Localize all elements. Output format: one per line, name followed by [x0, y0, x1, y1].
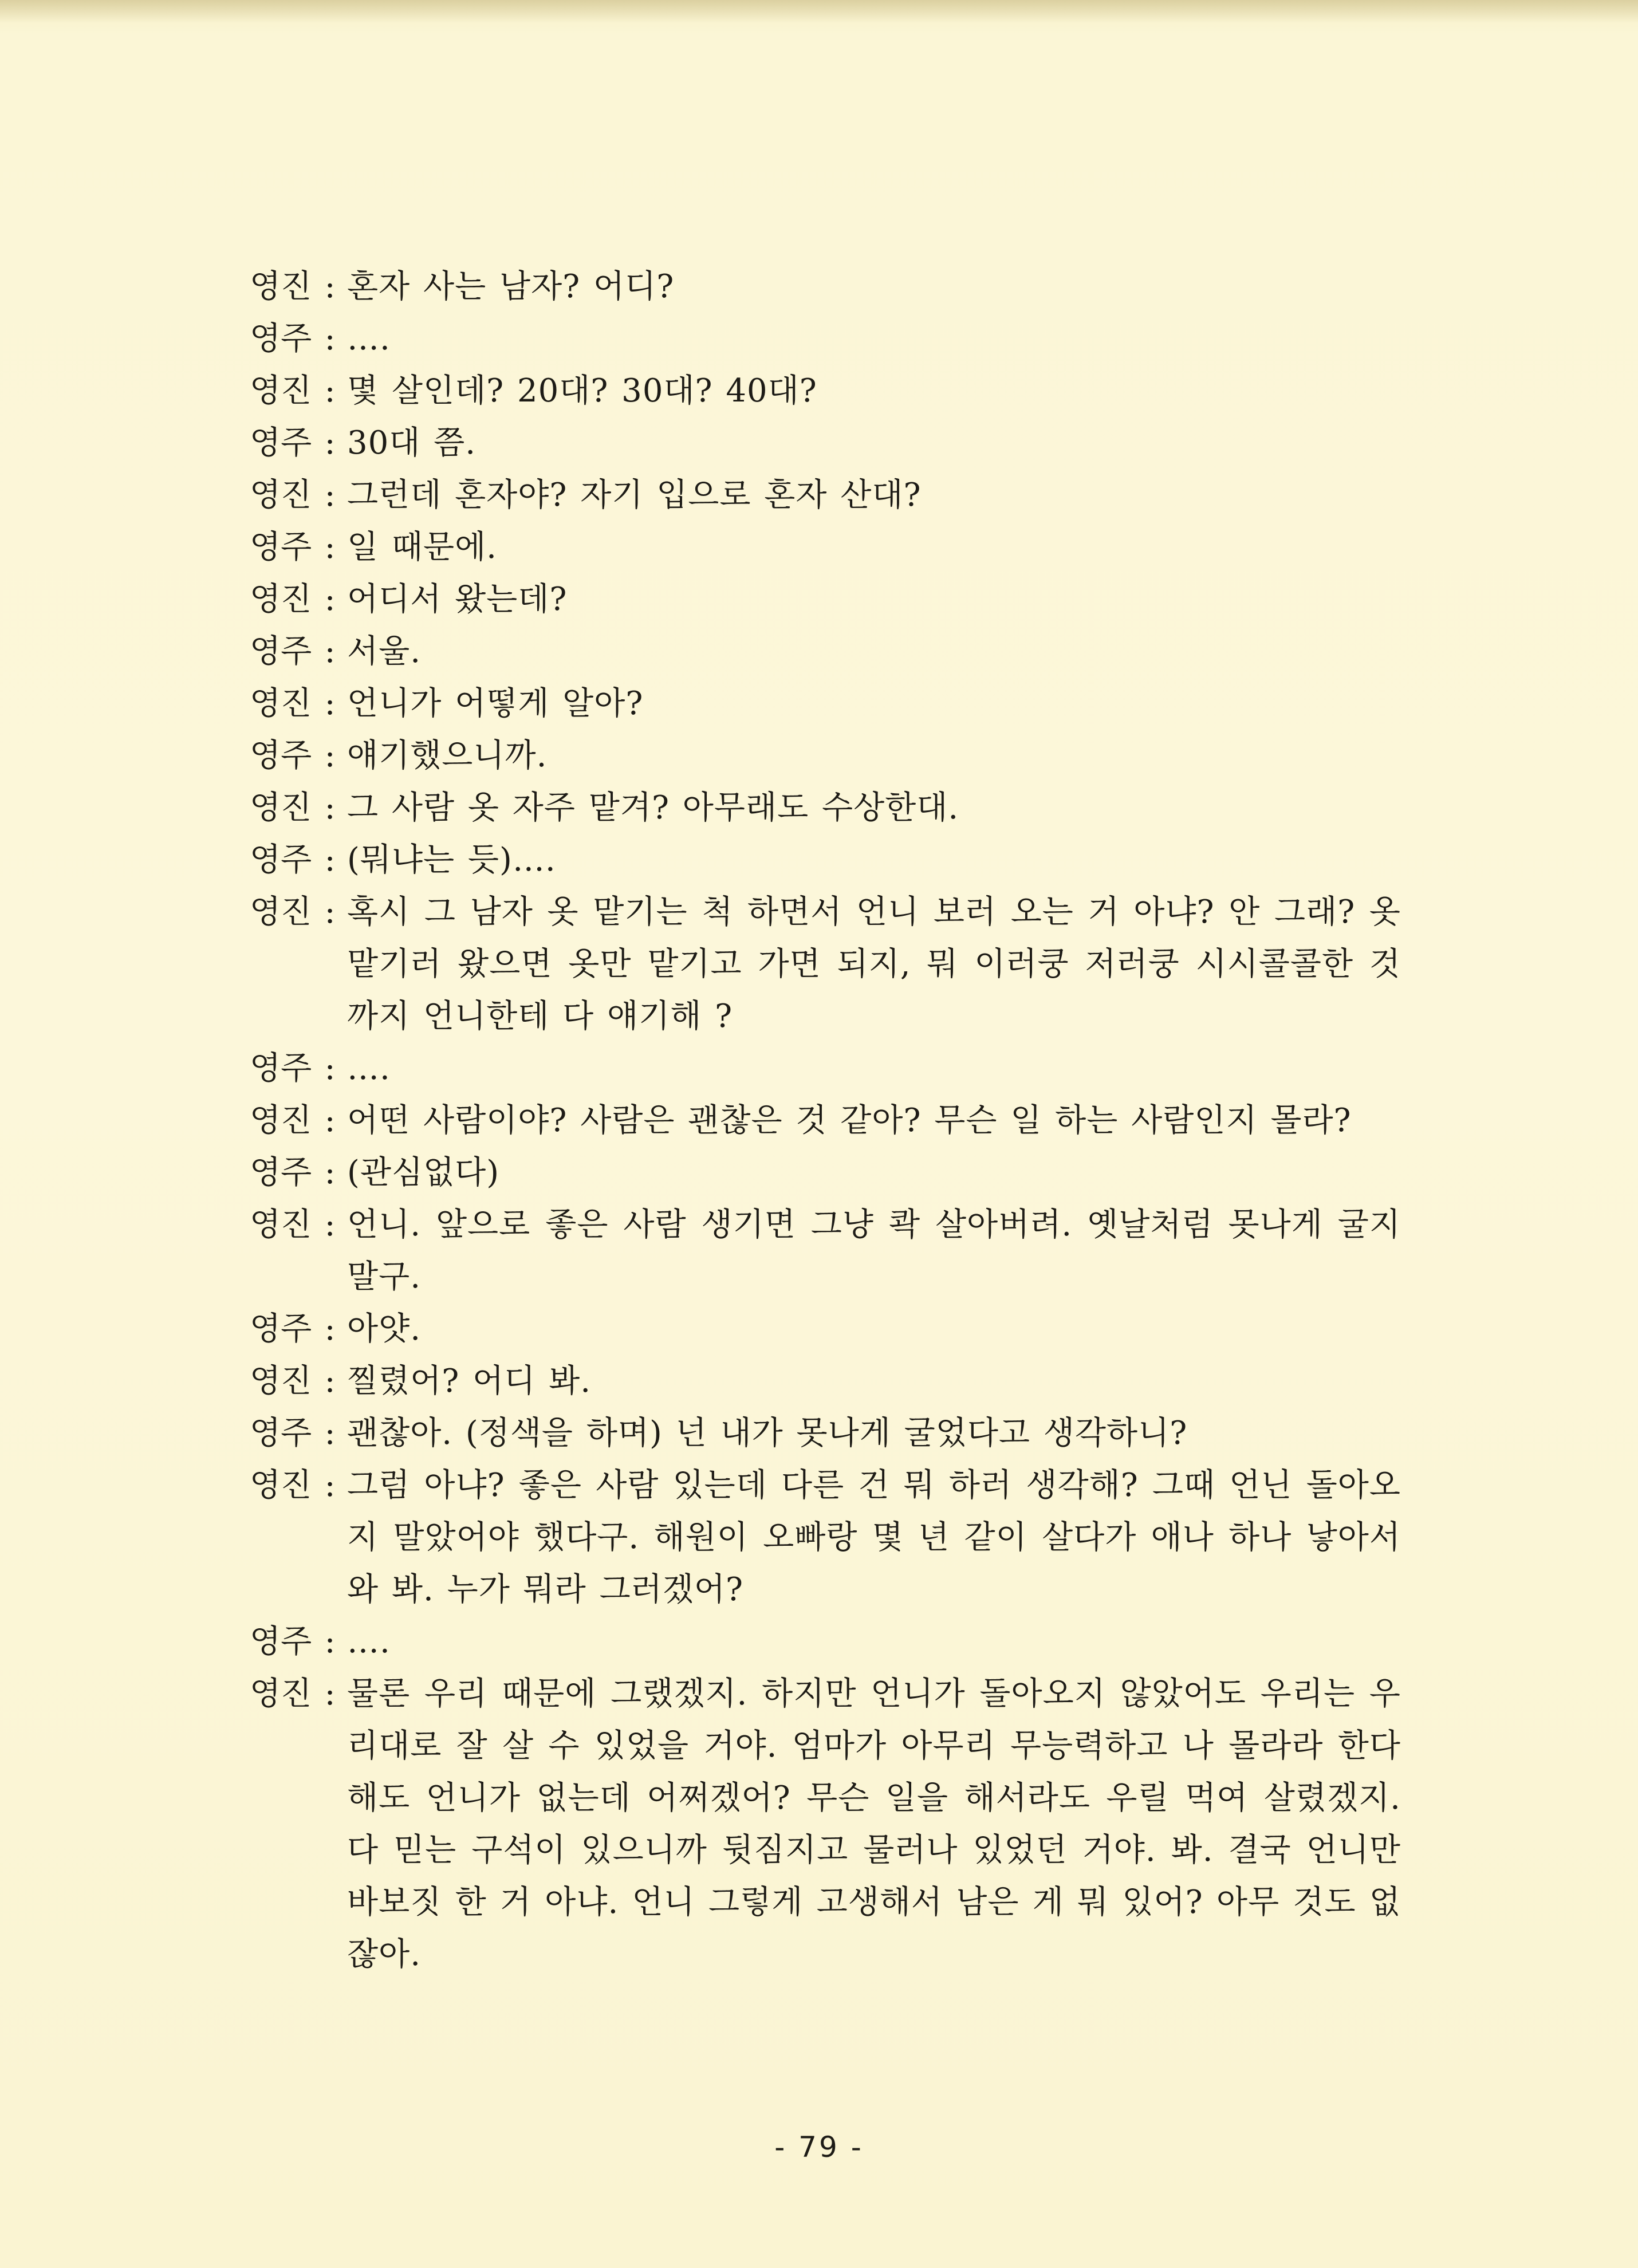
speaker-name: 영주: [250, 320, 312, 357]
speaker-colon: :: [324, 1467, 336, 1504]
dialogue-line: [250, 1407, 1401, 1459]
dialogue-text: 어떤 사람이야? 사람은 괜찮은 것 같아? 무슨 일 하는 사람인지 몰라?: [347, 1102, 1352, 1139]
dialogue-text: 얘기했으니까.: [347, 737, 548, 774]
speaker-name: 영주: [250, 633, 312, 670]
speaker-colon: :: [324, 633, 336, 670]
dialogue-line: [250, 1668, 1401, 1980]
dialogue-text: 괜찮아. (정색을 하며) 넌 내가 못나게 굴었다고 생각하니?: [347, 1415, 1188, 1452]
script-dialogue: [250, 261, 1401, 1980]
speaker-colon: :: [324, 424, 336, 462]
speaker-name: 영진: [250, 477, 312, 514]
page-number: - 79 -: [774, 2131, 864, 2164]
speaker-name: 영진: [250, 1206, 312, 1243]
dialogue-line: [250, 417, 1401, 469]
speaker-name: 영주: [250, 529, 312, 566]
dialogue-text: 그런데 혼자야? 자기 입으로 혼자 산대?: [347, 477, 922, 514]
speaker-colon: :: [324, 789, 336, 826]
dialogue-text: 아얏.: [347, 1310, 421, 1348]
speaker-name: 영주: [250, 1310, 312, 1348]
dialogue-text: (뭐냐는 듯)….: [347, 841, 556, 879]
speaker-colon: :: [324, 477, 336, 514]
dialogue-text: 혹시 그 남자 옷 맡기는 척 하면서 언니 보러 오는 거 아냐? 안 그래? 옷 맡기러 왔으면 옷만 맡기고 가면 되지, 뭐 이러쿵 저러쿵 시시콜콜한 것까지 언니한테 다 얘기해 ?: [347, 893, 1401, 1035]
speaker-colon: :: [324, 1675, 336, 1712]
dialogue-line: [250, 1094, 1401, 1147]
speaker-name: 영주: [250, 841, 312, 879]
dialogue-text: 그 사람 옷 자주 맡겨? 아무래도 수상한대.: [347, 789, 959, 826]
paper-edge-stain: [0, 0, 1638, 23]
dialogue-line: [250, 678, 1401, 730]
dialogue-line: [250, 1355, 1401, 1407]
speaker-colon: :: [324, 1102, 336, 1139]
speaker-colon: :: [324, 1363, 336, 1400]
dialogue-line: [250, 834, 1401, 886]
speaker-colon: :: [324, 320, 336, 357]
speaker-name: 영진: [250, 581, 312, 618]
dialogue-text: (관심없다): [347, 1154, 500, 1191]
dialogue-line: [250, 730, 1401, 782]
speaker-colon: :: [324, 1310, 336, 1348]
speaker-colon: :: [324, 529, 336, 566]
speaker-name: 영진: [250, 372, 312, 410]
dialogue-line: [250, 1616, 1401, 1668]
speaker-name: 영진: [250, 1467, 312, 1504]
speaker-name: 영진: [250, 268, 312, 305]
speaker-name: 영주: [250, 424, 312, 462]
speaker-name: 영진: [250, 789, 312, 826]
dialogue-line: [250, 1042, 1401, 1094]
dialogue-line: [250, 1147, 1401, 1199]
speaker-colon: :: [324, 1206, 336, 1243]
dialogue-line: [250, 521, 1401, 573]
dialogue-line: [250, 261, 1401, 313]
speaker-name: 영주: [250, 737, 312, 774]
speaker-colon: :: [324, 1415, 336, 1452]
speaker-name: 영주: [250, 1050, 312, 1087]
dialogue-text: 30대 쯤.: [347, 424, 477, 462]
dialogue-line: [250, 573, 1401, 625]
speaker-colon: :: [324, 685, 336, 722]
speaker-colon: :: [324, 1623, 336, 1660]
dialogue-text: ….: [347, 1050, 391, 1087]
speaker-colon: :: [324, 893, 336, 931]
speaker-colon: :: [324, 372, 336, 410]
speaker-colon: :: [324, 841, 336, 879]
dialogue-text: 언니가 어떻게 알아?: [347, 685, 644, 722]
dialogue-line: [250, 625, 1401, 678]
speaker-colon: :: [324, 1050, 336, 1087]
dialogue-line: [250, 1459, 1401, 1616]
dialogue-line: [250, 1199, 1401, 1303]
dialogue-line: [250, 782, 1401, 834]
speaker-colon: :: [324, 737, 336, 774]
dialogue-text: 어디서 왔는데?: [347, 581, 568, 618]
speaker-colon: :: [324, 581, 336, 618]
speaker-name: 영진: [250, 1363, 312, 1400]
dialogue-line: [250, 886, 1401, 1042]
dialogue-line: [250, 469, 1401, 521]
dialogue-text: 찔렸어? 어디 봐.: [347, 1363, 592, 1400]
speaker-name: 영주: [250, 1415, 312, 1452]
speaker-name: 영주: [250, 1154, 312, 1191]
dialogue-text: 몇 살인데? 20대? 30대? 40대?: [347, 372, 817, 410]
dialogue-text: 물론 우리 때문에 그랬겠지. 하지만 언니가 돌아오지 않았어도 우리는 우리대로 잘 살 수 있었을 거야. 엄마가 아무리 무능력하고 나 몰라라 한다 해도 언니가 없는데 어쩌겠어? 무슨 일을 해서라도 우릴 먹여 살렸겠지. 다 믿는 구석이 있으니까 뒷짐지고 물러나 있었던 거야. 봐. 결국 언니만 바보짓 한 거 아냐. 언니 그렇게 고생해서 남은 게 뭐 있어? 아무 것도 없잖아.: [347, 1675, 1401, 1973]
speaker-name: 영진: [250, 1675, 312, 1712]
dialogue-text: 서울.: [347, 633, 421, 670]
dialogue-text: 그럼 아냐? 좋은 사람 있는데 다른 건 뭐 하러 생각해? 그때 언닌 돌아오지 말았어야 했다구. 해원이 오빠랑 몇 년 같이 살다가 애나 하나 낳아서 와 봐. 누가 뭐라 그러겠어?: [347, 1467, 1401, 1608]
dialogue-line: [250, 1303, 1401, 1355]
speaker-name: 영주: [250, 1623, 312, 1660]
dialogue-text: 일 때문에.: [347, 529, 497, 566]
speaker-name: 영진: [250, 685, 312, 722]
dialogue-text: ….: [347, 320, 391, 357]
dialogue-line: [250, 365, 1401, 417]
speaker-colon: :: [324, 1154, 336, 1191]
dialogue-text: ….: [347, 1623, 391, 1660]
dialogue-text: 혼자 사는 남자? 어디?: [347, 268, 675, 305]
speaker-name: 영진: [250, 1102, 312, 1139]
speaker-name: 영진: [250, 893, 312, 931]
dialogue-text: 언니. 앞으로 좋은 사람 생기면 그냥 콱 살아버려. 옛날처럼 못나게 굴지말구.: [347, 1206, 1401, 1296]
speaker-colon: :: [324, 268, 336, 305]
dialogue-line: [250, 313, 1401, 365]
